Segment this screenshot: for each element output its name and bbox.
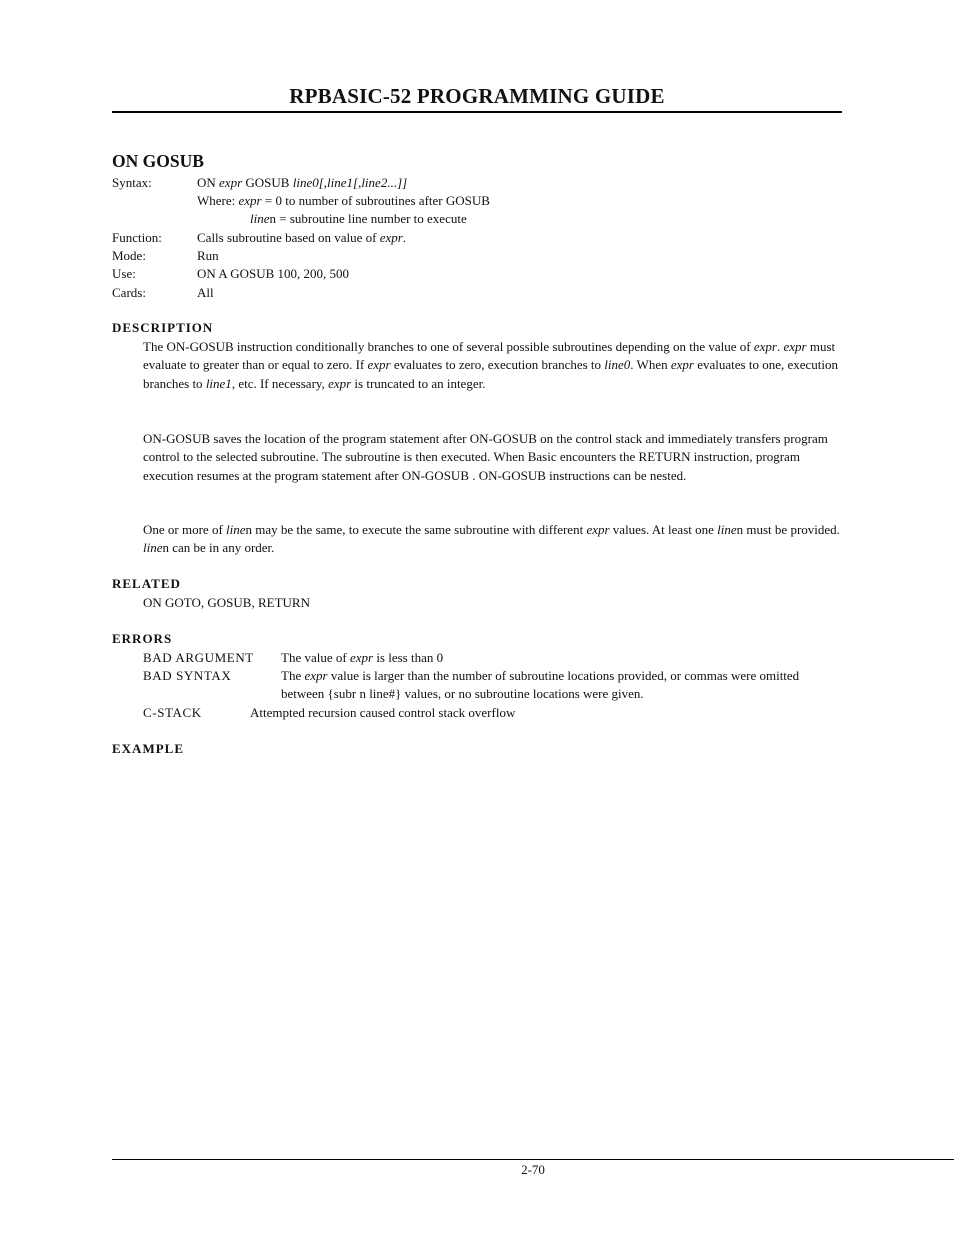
mode-value: Run [197, 248, 219, 263]
syntax-value: ON expr GOSUB line0[,line1[,line2...]] [197, 175, 408, 190]
example-heading: EXAMPLE [112, 741, 184, 756]
command-title: ON GOSUB [112, 151, 204, 171]
error-name-bad-syntax: BAD SYNTAX [143, 668, 232, 683]
error-name-c-stack: C-STACK [143, 705, 202, 720]
related-text: ON GOTO, GOSUB, RETURN [143, 595, 310, 610]
use-label: Use: [112, 266, 136, 281]
function-label: Function: [112, 230, 162, 245]
error-name-bad-argument: BAD ARGUMENT [143, 650, 254, 665]
syntax-where-line: Where: expr = 0 to number of subroutines after GOSUB [197, 193, 490, 208]
error-desc-bad-argument: The value of expr is less than 0 [281, 650, 444, 665]
use-value: ON A GOSUB 100, 200, 500 [197, 266, 350, 281]
description-paragraph-3: One or more of linen may be the same, to execute the same subroutine with different expr values. At least one linen must be provided. linen can be in any order. [143, 522, 840, 556]
description-heading: DESCRIPTION [112, 320, 214, 335]
mode-label: Mode: [112, 248, 146, 263]
error-desc-c-stack: Attempted recursion caused control stack overflow [250, 705, 516, 720]
header-rule [112, 111, 842, 113]
syntax-linen-line: linen = subroutine line number to execute [250, 211, 467, 226]
footer-rule [112, 1159, 954, 1160]
page-header-title: RPBASIC-52 PROGRAMMING GUIDE [289, 84, 665, 108]
description-paragraph-1: The ON-GOSUB instruction conditionally branches to one of several possible subroutines depending on the value of expr. expr must evaluate to greater than or equal to zero. If expr evaluates to zero, execution branches to line0. When expr evaluates to one, execution branches to line1, etc. If necessary, expr is truncated to an integer. [143, 339, 838, 391]
syntax-label: Syntax: [112, 175, 152, 190]
description-paragraph-2: ON-GOSUB saves the location of the program statement after ON-GOSUB on the control stack and immediately transfers program control to the selected subroutine. The subroutine is then executed. When Basic encounters the RETURN instruction, program execution resumes at the program statement after ON-GOSUB . ON-GOSUB instructions can be nested. [143, 431, 828, 483]
related-heading: RELATED [112, 576, 181, 591]
errors-heading: ERRORS [112, 631, 173, 646]
cards-value: All [197, 285, 214, 300]
error-desc-bad-syntax: The expr value is larger than the number of subroutine locations provided, or commas were omitted between {subr n line#} values, or no subroutine locations were given. [281, 668, 800, 702]
cards-label: Cards: [112, 285, 146, 300]
page-number: 2-70 [521, 1162, 545, 1177]
function-value: Calls subroutine based on value of expr. [197, 230, 407, 245]
